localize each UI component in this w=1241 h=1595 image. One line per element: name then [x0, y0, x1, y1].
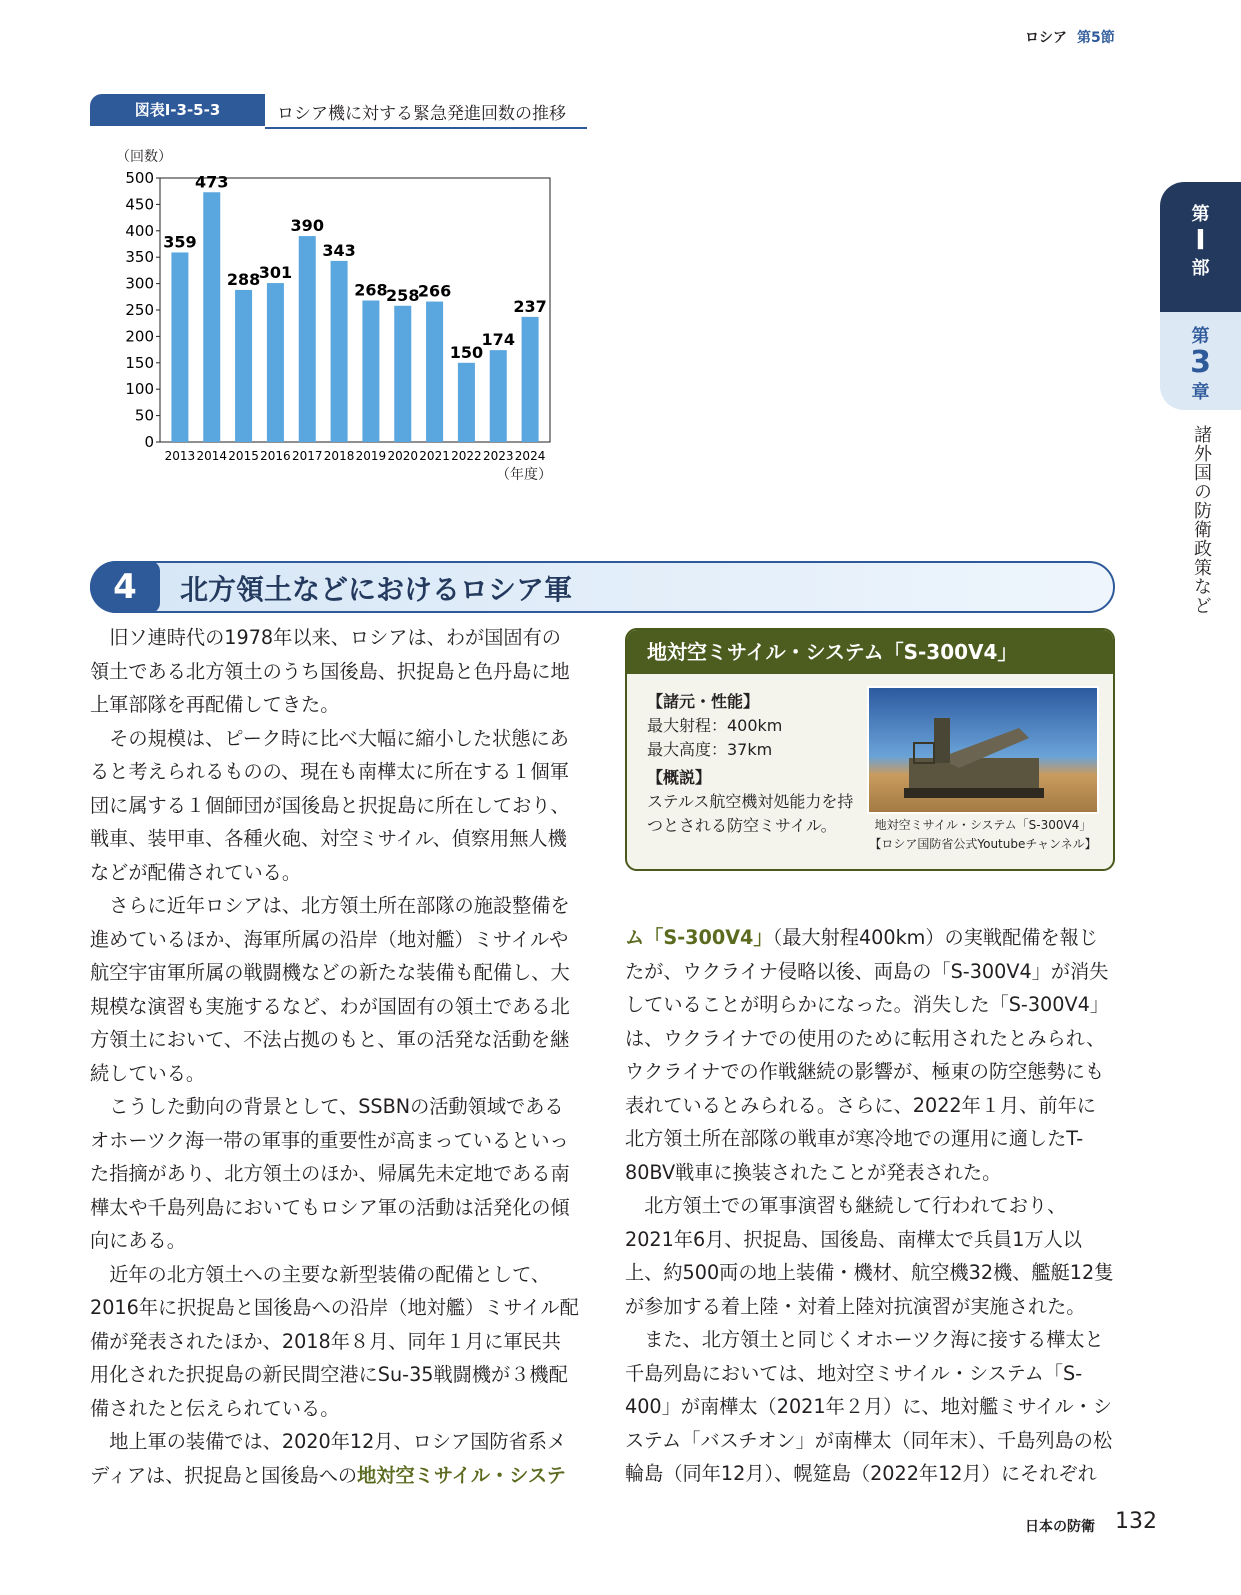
chapter-tab-number: 3	[1190, 345, 1211, 380]
y-tick-label: 500	[125, 169, 154, 187]
data-label: 174	[481, 330, 515, 350]
figure-title-rule	[265, 127, 587, 129]
data-label: 343	[322, 240, 356, 260]
y-tick-label: 350	[125, 248, 154, 267]
data-label: 237	[513, 296, 547, 316]
data-label: 473	[195, 172, 229, 192]
x-tick-label: 2015	[228, 449, 259, 463]
x-tick-label: 2022	[451, 449, 482, 463]
bar	[394, 306, 411, 442]
body-column-right	[625, 921, 1115, 1491]
data-label: 258	[386, 285, 420, 305]
paragraph-text: 地上軍の装備では、2020年12月、ロシア国防省系メディアは、択捉島と国後島への	[90, 1430, 567, 1487]
desc-heading: 【概説】	[647, 768, 712, 787]
x-tick-label: 2016	[260, 449, 291, 463]
y-tick-label: 300	[125, 274, 154, 293]
data-label: 359	[163, 232, 197, 252]
footer-book-title: 日本の防衛	[1025, 1519, 1095, 1535]
section-title: 北方領土などにおけるロシア軍	[180, 573, 573, 606]
y-tick-label: 150	[125, 353, 154, 372]
y-tick-label: 200	[125, 327, 154, 346]
bar	[331, 261, 348, 442]
bar	[362, 300, 379, 442]
y-tick-label: 250	[125, 301, 154, 319]
data-label: 288	[226, 269, 261, 289]
equipment-box-title: 地対空ミサイル・システム「S-300V4」	[627, 630, 1113, 674]
data-label: 268	[354, 280, 388, 300]
bar	[522, 317, 539, 442]
figure-tag: 図表Ⅰ-3-5-3	[90, 94, 265, 126]
y-tick-label: 50	[134, 406, 154, 425]
x-tick-label: 2024	[514, 449, 546, 463]
data-label: 150	[449, 342, 484, 362]
x-tick-label: 2013	[164, 449, 196, 463]
paragraph: さらに近年ロシアは、北方領土所在部隊の施設整備を進めているほか、海軍所属の沿岸（地対艦）ミサイルや航空宇宙軍所属の戦闘機などの新たな装備も配備し、大規模な演習も実施するなど、わが国固有の領土である北方領土において、不法占拠のもと、軍の活発な活動を継続している。	[90, 894, 570, 1085]
paragraph: 北方領土での軍事演習も継続して行われており、2021年6月、択捉島、国後島、南樺太で兵員1万人以上、約500両の地上装備・機材、航空機32機、艦艇12隻が参加する着上陸・対着上陸対抗演習が実施された。	[625, 1194, 1114, 1318]
paragraph	[90, 1425, 580, 1492]
caption-line1: 地対空ミサイル・システム「S-300V4」	[874, 818, 1092, 832]
x-tick-label: 2014	[196, 449, 228, 463]
part-tab-post: 部	[1191, 258, 1210, 279]
equipment-box-body	[647, 690, 862, 838]
equipment-box	[625, 628, 1115, 871]
s300v4-photo	[867, 686, 1099, 814]
x-tick-label: 2018	[323, 449, 355, 463]
vehicle-illustration	[869, 688, 1097, 812]
paragraph: 近年の北方領土への主要な新型装備の配備として、2016年に択捉島と国後島への沿岸（地対艦）ミサイル配備が発表されたほか、2018年８月、同年１月に軍民共用化された択捉島の新民間空港にSu-35戦闘機が３機配備されたと伝えられている。	[90, 1262, 579, 1420]
paragraph: その規模は、ピーク時に比べ大幅に縮小した状態にあると考えられるものの、現在も南樺太に所在する１個軍団に属する１個師団が国後島と択捉島に所在しており、戦車、装甲車、各種火砲、対空ミサイル、偵察用無人機などが配備されている。	[90, 726, 570, 884]
header-section: ロシア	[1025, 30, 1067, 46]
x-tick-label: 2023	[482, 449, 514, 463]
spec-range: 最大射程：400km	[647, 716, 783, 735]
bar	[458, 363, 475, 442]
data-label: 301	[258, 263, 293, 283]
y-tick-label: 100	[125, 380, 154, 399]
chapter-tab-pre: 第	[1191, 326, 1210, 347]
caption-line2: 【ロシア国防省公式Youtubeチャンネル】	[869, 837, 1097, 851]
body-column-left	[90, 621, 580, 1492]
chapter-vertical-title: 諸外国の防衛政策など	[1191, 425, 1212, 615]
paragraph: こうした動向の背景として、SSBNの活動領域であるオホーツク海一帯の軍事的重要性が高まっているといった指摘があり、北方領土のほか、帰属先未定地である南樺太や千島列島においてもロシア軍の活動は活発化の傾向にある。	[90, 1095, 570, 1252]
bar-chart	[104, 145, 564, 490]
section-number: 4	[90, 561, 160, 613]
part-tab	[1160, 182, 1241, 312]
x-tick-label: 2017	[291, 449, 323, 463]
y-tick-label: 400	[125, 221, 154, 240]
bar	[235, 290, 252, 442]
desc-text: ステルス航空機対処能力を持つとされる防空ミサイル。	[647, 792, 854, 835]
paragraph: 旧ソ連時代の1978年以来、ロシアは、わが国固有の領土である北方領土のうち国後島、択捉島と色丹島に地上軍部隊を再配備してきた。	[90, 626, 570, 716]
highlight-term: 地対空ミサイル・システ	[357, 1463, 566, 1487]
x-tick-label: 2021	[419, 449, 450, 463]
spec-heading: 【諸元・性能】	[647, 692, 760, 711]
figure-title: ロシア機に対する緊急発進回数の推移	[277, 104, 566, 124]
y-tick-label: 450	[125, 195, 154, 214]
bar	[203, 192, 220, 442]
bar	[426, 302, 443, 442]
page-number: 132	[1115, 1509, 1157, 1534]
spec-altitude: 最大高度：37km	[647, 740, 773, 759]
bar	[171, 252, 188, 442]
x-tick-label: 2019	[355, 449, 387, 463]
bar	[299, 236, 316, 442]
y-tick-label: 0	[144, 433, 154, 451]
running-header	[1025, 27, 1115, 47]
photo-caption	[867, 816, 1099, 854]
x-axis-label: （年度）	[496, 467, 552, 483]
y-axis-label: （回数）	[116, 149, 172, 165]
data-label: 390	[290, 216, 324, 236]
paragraph-text: （最大射程400km）の実戦配備を報じたが、ウクライナ侵略以後、両島の「S-300V4」が消失していることが明らかになった。消失した「S-300V4」は、ウクライナでの使用のために転用されたとみられ、ウクライナでの作戦継続の影響が、極東の防空態勢にも表れているとみられる。さらに、2022年１月、前年に北方領土所在部隊の戦車が寒冷地での運用に適したT-80BV戦車に換装されたことが発表された。	[625, 926, 1109, 1184]
part-tab-pre: 第	[1191, 204, 1210, 225]
paragraph: また、北方領土と同じくオホーツク海に接する樺太と千島列島においては、地対空ミサイル・システム「S-400」が南樺太（2021年２月）に、地対艦ミサイル・システム「バスチオン」が南樺太（同年末）、千島列島の松輪島（同年12月）、幌筵島（2022年12月）にそれぞれ	[625, 1328, 1113, 1485]
paragraph	[625, 921, 1115, 1189]
part-tab-number: Ⅰ	[1195, 223, 1206, 256]
bar	[267, 283, 284, 442]
header-subsection: 第5節	[1077, 30, 1115, 46]
chapter-tab-post: 章	[1191, 382, 1210, 403]
x-tick-label: 2020	[387, 449, 419, 463]
bar	[490, 350, 507, 442]
highlight-term: ム「S-300V4」	[625, 926, 773, 949]
data-label: 266	[417, 281, 452, 301]
